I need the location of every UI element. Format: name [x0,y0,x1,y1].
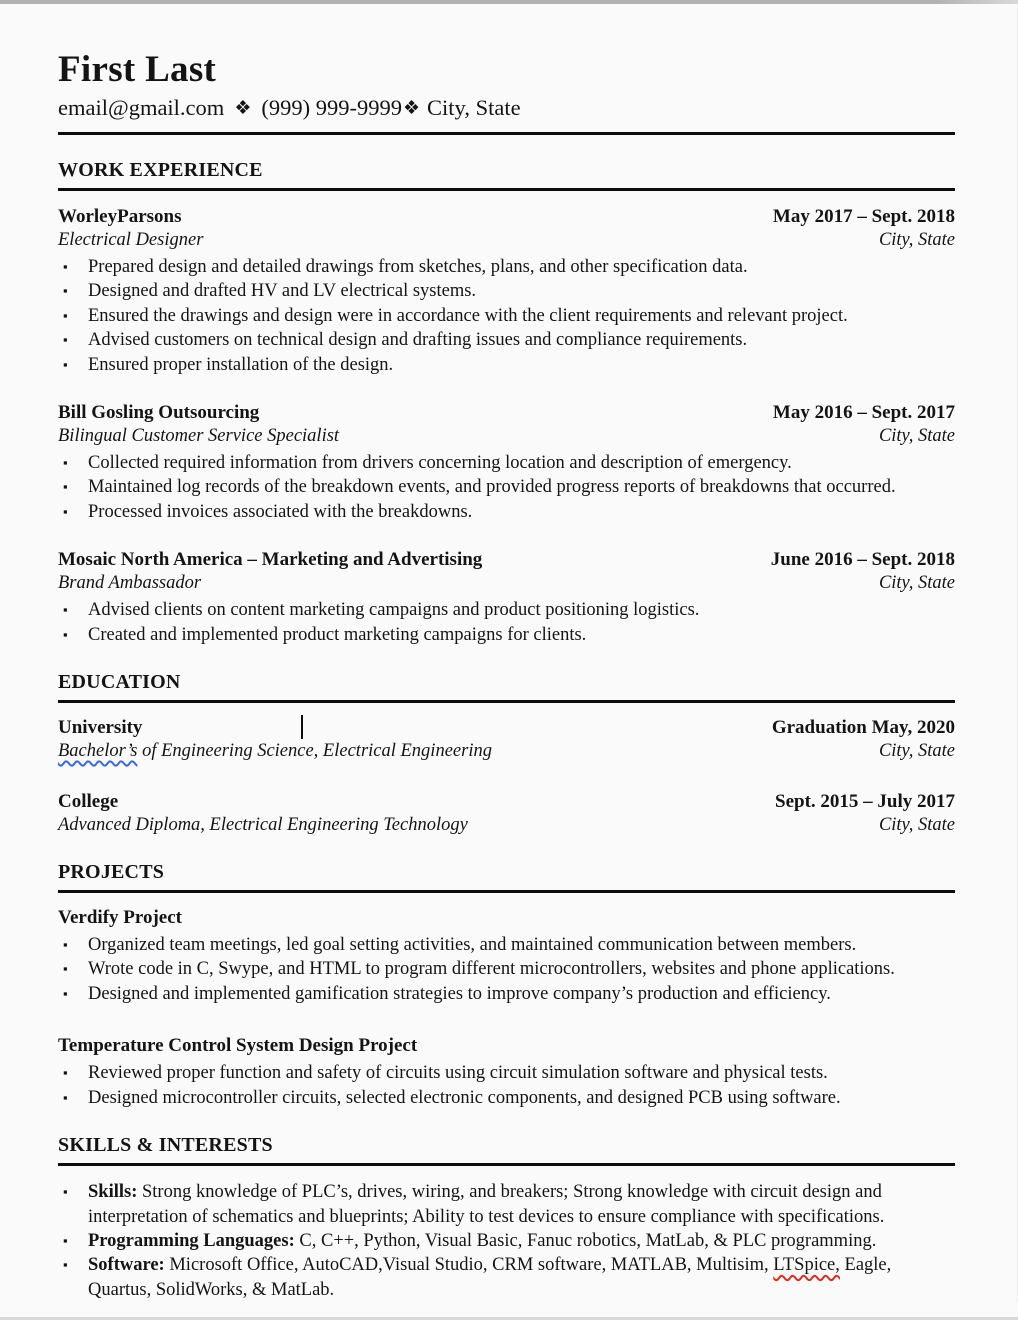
bullet-item [58,598,955,622]
bullet-text: Maintained log records of the breakdown events, and provided progress reports of breakdowns that occurred. [88,477,896,498]
job-entry [58,401,955,524]
job-location: City, State [878,573,955,594]
education-dates: Sept. 2015 – July 2017 [775,791,955,813]
bullet-item [58,1061,955,1085]
bullet-icon: ▪ [63,332,68,348]
bullet-icon: ▪ [63,1089,68,1105]
person-name: First Last [58,49,217,90]
bullet-icon: ▪ [63,1065,68,1081]
bullet-icon: ▪ [63,985,68,1001]
section-projects [58,860,955,1110]
bullet-item [58,957,955,981]
skill-text: C, C++, Python, Visual Basic, Fanuc robotics, MatLab, & PLC programming. [299,1230,877,1251]
job-location: City, State [878,426,955,447]
bullet-icon: ▪ [63,455,68,471]
skill-text: Microsoft Office, AutoCAD,Visual Studio, CRM software, MATLAB, Multisim, [169,1255,769,1276]
job-dates: May 2017 – Sept. 2018 [772,206,955,227]
contact-line [58,94,955,135]
bullet-icon: ▪ [63,937,68,953]
school-name: University [58,717,143,739]
section-education [58,670,955,837]
degree-text [58,740,492,763]
bullet-text: Created and implemented product marketing campaigns for clients. [88,624,587,645]
email-text: email@gmail.com [58,95,225,120]
diamond-separator-icon: ❖ [402,98,421,119]
education-entry [58,790,955,837]
bullet-item [58,623,955,647]
bullet-item [58,1086,955,1110]
education-location: City, State [878,815,955,836]
section-heading-education: EDUCATION [58,670,955,703]
education-location: City, State [878,741,955,762]
project-bullet-list [58,1061,955,1110]
bullet-text: Collected required information from drivers concerning location and description of emergency. [88,453,792,474]
bullet-icon: ▪ [63,479,68,495]
job-dates: May 2016 – Sept. 2017 [772,402,955,424]
bullet-text: Ensured proper installation of the design. [88,354,394,375]
project-bullet-list [58,933,955,1006]
section-heading-work-experience: WORK EXPERIENCE [58,158,955,191]
skill-item [58,1229,955,1253]
bullet-item [58,500,955,524]
company-name: Bill Gosling Outsourcing [58,402,260,424]
bullet-item [58,982,955,1006]
company-name: Mosaic North America – Marketing and Advertising [58,549,483,571]
project-name: Verdify Project [58,907,182,929]
bullet-text: Processed invoices associated with the breakdowns. [88,501,473,522]
skill-item [58,1253,955,1302]
bullet-text: Wrote code in C, Swype, and HTML to program different microcontrollers, websites and phone applications. [88,959,895,980]
school-name: College [58,791,119,813]
job-title: Brand Ambassador [58,573,202,594]
bullet-icon: ▪ [63,602,68,618]
bullet-item [58,353,955,377]
bullet-icon: ▪ [63,1184,68,1200]
bullet-icon: ▪ [63,1232,68,1248]
bullet-text: Advised customers on technical design and drafting issues and compliance requirements. [88,330,748,351]
location-text: City, State [427,95,521,120]
skill-label: Programming Languages: [88,1230,295,1251]
bullet-text: Organized team meetings, led goal setting activities, and maintained communication between members. [88,935,857,956]
bullet-text: Designed microcontroller circuits, selected electronic components, and designed PCB using software. [88,1087,841,1108]
job-bullet-list [58,255,955,377]
bullet-icon: ▪ [63,307,68,323]
bullet-text: Prepared design and detailed drawings from sketches, plans, and other specification data. [88,257,748,277]
section-skills-interests [58,1133,955,1302]
section-heading-skills-interests: SKILLS & INTERESTS [58,1133,955,1166]
bullet-icon: ▪ [63,503,68,519]
job-title: Bilingual Customer Service Specialist [58,426,340,447]
bullet-icon: ▪ [63,259,68,274]
bullet-item [58,304,955,328]
skill-label: Software: [88,1255,165,1276]
bullet-item [58,933,955,957]
school-name-cell [58,716,358,740]
misspelled-word: LTSpice, [773,1255,840,1276]
text-cursor [301,715,303,739]
job-title: Electrical Designer [58,230,204,250]
bullet-icon: ▪ [63,283,68,299]
bullet-item [58,475,955,499]
resume-header [58,48,955,135]
bullet-icon: ▪ [63,356,68,372]
job-entry [58,205,955,377]
bullet-text: Ensured the drawings and design were in accordance with the client requirements and relevant project. [88,305,848,326]
degree-text: Advanced Diploma, Electrical Engineering Technology [58,815,468,836]
bullet-text: Advised clients on content marketing campaigns and product positioning logistics. [88,600,700,621]
skill-text: Eagle, Quartus, SolidWorks, & MatLab. [88,1255,892,1300]
degree-rest: of Engineering Science, Electrical Engineering [137,741,492,762]
job-bullet-list [58,598,955,647]
project-entry [58,1034,955,1110]
resume-document-page[interactable] [0,4,1018,1302]
project-entry [58,906,955,1006]
diamond-separator-icon: ❖ [234,98,252,119]
bullet-text: Designed and implemented gamification strategies to improve company’s production and efficiency. [88,983,831,1004]
job-dates: June 2016 – Sept. 2018 [770,549,955,571]
misspelled-word: Bachelor’s [58,741,138,762]
skill-text: Strong knowledge of PLC’s, drives, wiring, and breakers; Strong knowledge with circuit design and interpretation of schematics and blueprints; Ability to test devices to ensure compliance with specifications. [88,1182,885,1227]
job-location: City, State [878,230,955,250]
bullet-item [58,255,955,279]
bullet-icon: ▪ [63,961,68,977]
company-name: WorleyParsons [58,206,182,227]
bullet-item [58,451,955,475]
education-dates: Graduation May, 2020 [771,717,955,739]
bullet-icon: ▪ [63,1257,68,1273]
project-name: Temperature Control System Design Project [58,1035,418,1057]
section-heading-projects: PROJECTS [58,860,955,893]
education-entry [58,716,955,763]
bullet-icon: ▪ [63,626,68,642]
phone-text: (999) 999-9999 [261,95,402,120]
bullet-item [58,279,955,303]
bullet-text: Designed and drafted HV and LV electrical systems. [88,281,477,302]
bullet-item [58,328,955,352]
job-entry [58,548,955,647]
skill-label: Skills: [88,1182,138,1203]
skills-list [58,1180,955,1302]
section-work-experience [58,158,955,647]
skill-item [58,1180,955,1229]
bullet-text: Reviewed proper function and safety of circuits using circuit simulation software and physical tests. [88,1063,828,1084]
job-bullet-list [58,451,955,524]
